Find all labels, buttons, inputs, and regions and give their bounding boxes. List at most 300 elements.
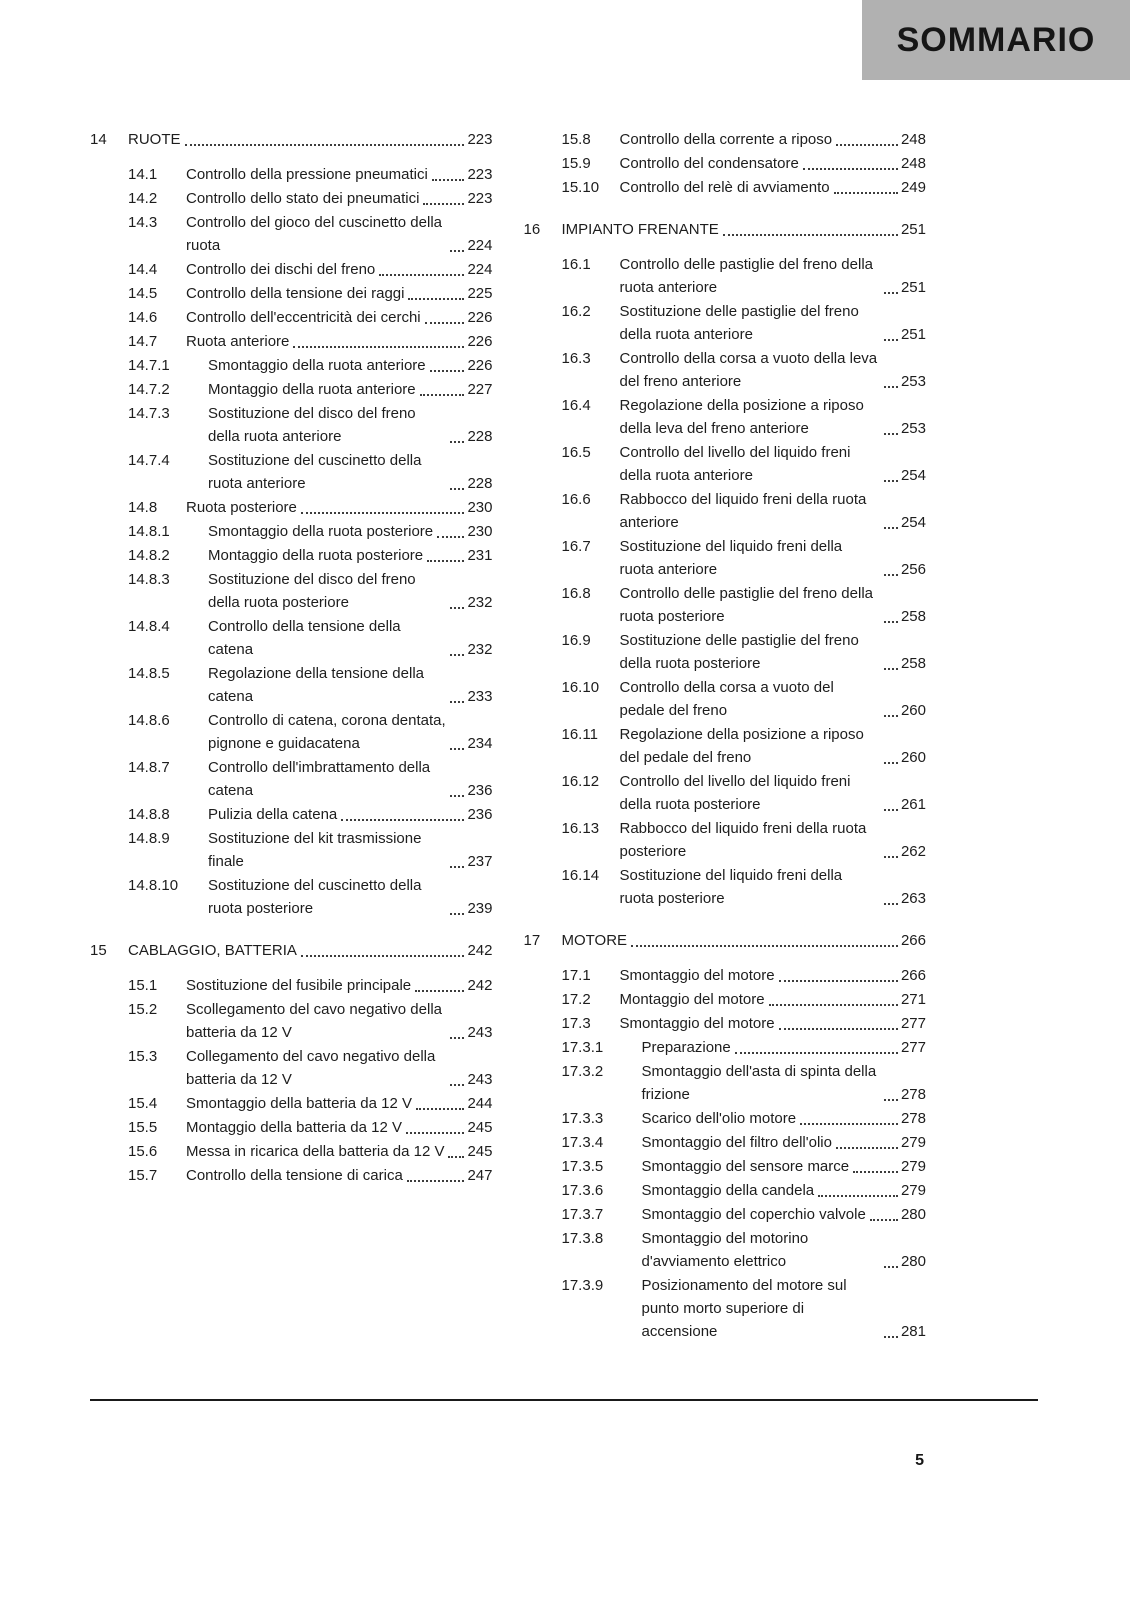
dot-leader <box>836 1147 898 1149</box>
toc-entry <box>524 1203 927 1226</box>
dot-leader <box>779 1028 898 1030</box>
toc-entry-number: 16.1 <box>561 256 591 273</box>
toc-entry <box>524 629 927 675</box>
toc-entry-body <box>642 1179 927 1202</box>
dot-leader <box>884 527 898 529</box>
toc-entry-body <box>642 1036 927 1059</box>
toc-entry-title: Smontaggio della ruota posteriore <box>208 523 434 540</box>
toc-entry <box>524 218 927 241</box>
toc-entry-title: Controllo del livello del liquido freni della ruota anteriore <box>619 444 851 484</box>
dot-leader <box>425 322 465 324</box>
toc-entry-body <box>186 1140 493 1163</box>
toc-entry-page: 243 <box>467 1024 493 1041</box>
footer-divider <box>90 1399 1038 1401</box>
toc-entry <box>524 1060 927 1106</box>
toc-entry <box>90 211 493 257</box>
toc-entry-body <box>620 300 927 346</box>
toc-entry <box>524 1155 927 1178</box>
toc-entry-body <box>620 394 927 440</box>
toc-entry-body <box>208 402 493 448</box>
toc-entry-page: 231 <box>467 547 493 564</box>
toc-entry-title: Sostituzione del fusibile principale <box>186 977 412 994</box>
dot-leader <box>185 144 465 146</box>
toc-entry-page: 223 <box>467 190 493 207</box>
toc-column-right <box>524 128 927 1344</box>
toc-entry <box>524 176 927 199</box>
dot-leader <box>450 1084 464 1086</box>
toc-entry-title: Sostituzione del liquido freni della ruota anteriore <box>619 538 843 578</box>
toc-entry-number: 17.3.2 <box>561 1063 604 1080</box>
toc-entry-title: Sostituzione del disco del freno della ruota anteriore <box>208 405 416 445</box>
toc-entry-body <box>620 864 927 910</box>
dot-leader <box>884 339 898 341</box>
toc-entry-title: Controllo delle pastiglie del freno della ruota posteriore <box>619 585 873 625</box>
toc-entry-body <box>186 496 493 519</box>
toc-entry-page: 253 <box>900 420 926 437</box>
toc-entry-title: CABLAGGIO, BATTERIA <box>128 942 297 959</box>
toc-entry-body <box>186 1092 493 1115</box>
toc-entry-page: 242 <box>467 977 493 994</box>
toc-entry-title: Controllo dell'eccentricità dei cerchi <box>186 309 421 326</box>
toc-entry <box>90 756 493 802</box>
toc-entry-title: Smontaggio del motore <box>619 967 775 984</box>
toc-entry-title: Smontaggio della ruota anteriore <box>208 357 426 374</box>
toc-entry-page: 262 <box>900 843 926 860</box>
toc-entry <box>90 1045 493 1091</box>
toc-entry <box>524 1179 927 1202</box>
toc-entry <box>90 1092 493 1115</box>
toc-entry-number: 15.2 <box>128 1001 158 1018</box>
toc-entry-page: 266 <box>900 932 926 949</box>
toc-entry-number: 17.3.8 <box>561 1230 604 1247</box>
dot-leader <box>450 795 464 797</box>
table-of-contents <box>90 128 926 1344</box>
toc-entry-title: Scollegamento del cavo negativo della batteria da 12 V <box>186 1001 443 1041</box>
toc-entry-title: Ruota posteriore <box>186 499 297 516</box>
toc-entry-title: Sostituzione delle pastiglie del freno della ruota anteriore <box>619 303 859 343</box>
toc-entry <box>524 347 927 393</box>
toc-entry <box>90 163 493 186</box>
toc-entry-page: 260 <box>900 702 926 719</box>
toc-entry-number: 16.3 <box>561 350 591 367</box>
toc-entry-body <box>620 723 927 769</box>
toc-entry-number: 16.7 <box>561 538 591 555</box>
toc-entry-title: Smontaggio della batteria da 12 V <box>186 1095 412 1112</box>
toc-entry <box>524 1107 927 1130</box>
dot-leader <box>301 955 465 957</box>
toc-entry-body <box>620 488 927 534</box>
toc-entry <box>90 330 493 353</box>
toc-entry-number: 15.7 <box>128 1167 158 1184</box>
toc-entry-page: 234 <box>467 735 493 752</box>
toc-entry-title: Controllo delle pastiglie del freno della ruota anteriore <box>619 256 873 296</box>
toc-entry-number: 17.3.1 <box>561 1039 604 1056</box>
toc-entry-page: 248 <box>900 155 926 172</box>
toc-entry-body <box>186 1164 493 1187</box>
toc-entry-title: Sostituzione del disco del freno della ruota posteriore <box>208 571 416 611</box>
toc-entry-page: 249 <box>900 179 926 196</box>
toc-entry-title: Posizionamento del motore sul punto morto superiore di accensione <box>641 1277 847 1340</box>
toc-entry-page: 248 <box>900 131 926 148</box>
dot-leader <box>430 370 465 372</box>
dot-leader <box>406 1132 464 1134</box>
dot-leader <box>450 913 464 915</box>
toc-entry-number: 16.10 <box>561 679 600 696</box>
toc-entry-page: 232 <box>467 594 493 611</box>
toc-entry-body <box>208 615 493 661</box>
toc-entry-title: MOTORE <box>561 932 628 949</box>
toc-entry-number: 16 <box>523 221 541 238</box>
dot-leader <box>836 144 898 146</box>
toc-entry-page: 277 <box>900 1015 926 1032</box>
toc-entry-title: Smontaggio del motorino d'avviamento elettrico <box>641 1230 809 1270</box>
toc-entry-title: Sostituzione del cuscinetto della ruota anteriore <box>208 452 422 492</box>
toc-entry-title: Montaggio della batteria da 12 V <box>186 1119 402 1136</box>
toc-entry-title: Rabbocco del liquido freni della ruota anteriore <box>619 491 867 531</box>
toc-entry-page: 256 <box>900 561 926 578</box>
toc-entry-title: Messa in ricarica della batteria da 12 V <box>186 1143 445 1160</box>
toc-entry-number: 14.7 <box>128 333 158 350</box>
toc-entry-number: 14.7.3 <box>128 405 170 422</box>
toc-entry-page: 228 <box>467 475 493 492</box>
toc-entry <box>90 306 493 329</box>
toc-entry <box>90 282 493 305</box>
toc-entry-title: Controllo della tensione dei raggi <box>186 285 405 302</box>
toc-entry-title: Ruota anteriore <box>186 333 290 350</box>
toc-entry-title: Controllo della tensione della catena <box>208 618 401 658</box>
toc-entry-title: Sostituzione del kit trasmissione finale <box>208 830 422 870</box>
toc-entry-body <box>620 176 927 199</box>
toc-entry-page: 226 <box>467 333 493 350</box>
toc-entry <box>524 988 927 1011</box>
toc-entry <box>524 488 927 534</box>
toc-entry-body <box>186 1116 493 1139</box>
toc-entry-page: 242 <box>467 942 493 959</box>
toc-entry <box>90 568 493 614</box>
toc-entry <box>90 974 493 997</box>
dot-leader <box>293 346 464 348</box>
toc-entry-number: 15 <box>90 942 107 959</box>
toc-entry-title: Controllo della corsa a vuoto della leva del freno anteriore <box>619 350 878 390</box>
toc-entry-page: 223 <box>467 166 493 183</box>
toc-entry <box>524 1131 927 1154</box>
dot-leader <box>631 945 898 947</box>
toc-entry-page: 251 <box>900 279 926 296</box>
toc-entry-title: Smontaggio dell'asta di spinta della frizione <box>641 1063 877 1103</box>
dot-leader <box>884 762 898 764</box>
dot-leader <box>769 1004 898 1006</box>
toc-entry-page: 226 <box>467 309 493 326</box>
toc-entry-page: 223 <box>467 131 493 148</box>
toc-entry <box>524 676 927 722</box>
dot-leader <box>884 856 898 858</box>
toc-entry-number: 14.8.2 <box>128 547 170 564</box>
toc-entry-title: Controllo della tensione di carica <box>186 1167 403 1184</box>
toc-entry-page: 279 <box>900 1134 926 1151</box>
toc-entry-body <box>562 218 927 241</box>
toc-entry-number: 15.8 <box>561 131 591 148</box>
toc-entry-number: 16.9 <box>561 632 591 649</box>
toc-entry-page: 254 <box>900 467 926 484</box>
dot-leader <box>735 1052 898 1054</box>
toc-entry-body <box>208 662 493 708</box>
toc-entry-number: 16.8 <box>561 585 591 602</box>
toc-entry-title: Smontaggio della candela <box>641 1182 815 1199</box>
dot-leader <box>779 980 898 982</box>
dot-leader <box>884 1099 898 1101</box>
dot-leader <box>884 809 898 811</box>
toc-entry <box>90 496 493 519</box>
dot-leader <box>884 621 898 623</box>
dot-leader <box>427 560 464 562</box>
toc-entry-body <box>186 974 493 997</box>
toc-entry-page: 281 <box>900 1323 926 1340</box>
dot-leader <box>884 668 898 670</box>
toc-entry-number: 15.6 <box>128 1143 158 1160</box>
toc-entry-number: 16.6 <box>561 491 591 508</box>
toc-entry <box>90 1164 493 1187</box>
toc-entry-title: Controllo di catena, corona dentata, pignone e guidacatena <box>208 712 446 752</box>
toc-entry-title: Regolazione della posizione a riposo del pedale del freno <box>619 726 864 766</box>
toc-entry <box>90 520 493 543</box>
toc-entry-body <box>128 939 493 962</box>
toc-entry-body <box>620 770 927 816</box>
toc-entry-page: 226 <box>467 357 493 374</box>
toc-entry-number: 17 <box>523 932 541 949</box>
toc-entry <box>524 128 927 151</box>
toc-entry-number: 15.5 <box>128 1119 158 1136</box>
toc-entry <box>524 300 927 346</box>
dot-leader <box>884 433 898 435</box>
toc-entry-number: 16.4 <box>561 397 591 414</box>
toc-entry-number: 16.12 <box>561 773 600 790</box>
toc-entry <box>90 128 493 151</box>
toc-entry <box>524 535 927 581</box>
toc-entry <box>524 253 927 299</box>
toc-entry-body <box>186 998 493 1044</box>
toc-entry-title: Controllo del relè di avviamento <box>619 179 830 196</box>
toc-entry-body <box>642 1060 927 1106</box>
page-title: SOMMARIO <box>896 20 1096 59</box>
toc-entry <box>524 1227 927 1273</box>
dot-leader <box>450 866 464 868</box>
toc-entry-number: 14.7.2 <box>128 381 170 398</box>
dot-leader <box>853 1171 898 1173</box>
toc-entry <box>524 1012 927 1035</box>
toc-entry-title: Montaggio della ruota posteriore <box>208 547 424 564</box>
toc-entry-number: 14.5 <box>128 285 158 302</box>
toc-entry-body <box>208 449 493 495</box>
toc-entry-body <box>620 347 927 393</box>
toc-entry-title: Controllo della pressione pneumatici <box>186 166 428 183</box>
toc-entry <box>524 152 927 175</box>
toc-entry-page: 243 <box>467 1071 493 1088</box>
toc-entry-page: 230 <box>467 523 493 540</box>
toc-entry <box>524 770 927 816</box>
toc-entry-number: 16.13 <box>561 820 600 837</box>
dot-leader <box>415 990 464 992</box>
toc-entry-page: 260 <box>900 749 926 766</box>
toc-entry-page: 263 <box>900 890 926 907</box>
toc-entry-title: Rabbocco del liquido freni della ruota posteriore <box>619 820 867 860</box>
dot-leader <box>416 1108 464 1110</box>
toc-entry <box>90 544 493 567</box>
toc-entry-page: 227 <box>467 381 493 398</box>
dot-leader <box>450 488 464 490</box>
toc-entry-title: Montaggio del motore <box>619 991 765 1008</box>
toc-entry-number: 17.3.5 <box>561 1158 604 1175</box>
dot-leader <box>341 819 464 821</box>
toc-entry-title: Controllo dello stato dei pneumatici <box>186 190 420 207</box>
toc-entry <box>524 1274 927 1343</box>
toc-entry-number: 14.8.4 <box>128 618 170 635</box>
dot-leader <box>379 274 464 276</box>
toc-entry-body <box>208 378 493 401</box>
toc-entry <box>524 964 927 987</box>
toc-entry <box>90 449 493 495</box>
toc-entry-number: 14.8.7 <box>128 759 170 776</box>
toc-entry-title: Preparazione <box>641 1039 731 1056</box>
toc-entry-number: 16.14 <box>561 867 600 884</box>
toc-entry-number: 14.7.4 <box>128 452 170 469</box>
footer-page-number: 5 <box>915 1452 924 1469</box>
toc-entry <box>90 662 493 708</box>
toc-entry-body <box>128 128 493 151</box>
toc-entry-page: 232 <box>467 641 493 658</box>
toc-entry-title: Regolazione della posizione a riposo della leva del freno anteriore <box>619 397 864 437</box>
toc-entry-title: Controllo dei dischi del freno <box>186 261 376 278</box>
toc-entry-title: Smontaggio del motore <box>619 1015 775 1032</box>
toc-entry <box>90 187 493 210</box>
toc-entry <box>90 827 493 873</box>
dot-leader <box>450 701 464 703</box>
toc-entry-page: 266 <box>900 967 926 984</box>
toc-entry-body <box>208 709 493 755</box>
toc-entry-body <box>642 1203 927 1226</box>
toc-entry-body <box>620 988 927 1011</box>
toc-entry-title: Regolazione della tensione della catena <box>208 665 424 705</box>
toc-entry <box>90 998 493 1044</box>
toc-entry-body <box>562 929 927 952</box>
toc-entry-title: Pulizia della catena <box>208 806 338 823</box>
toc-entry-number: 14.6 <box>128 309 158 326</box>
toc-entry-body <box>620 817 927 863</box>
dot-leader <box>450 441 464 443</box>
toc-entry-number: 15.3 <box>128 1048 158 1065</box>
toc-entry-body <box>620 676 927 722</box>
toc-entry-number: 16.11 <box>561 726 598 743</box>
toc-entry <box>90 874 493 920</box>
dot-leader <box>818 1195 898 1197</box>
toc-entry-title: Controllo del gioco del cuscinetto della ruota <box>186 214 442 254</box>
toc-entry-number: 16.2 <box>561 303 591 320</box>
toc-entry-page: 224 <box>467 237 493 254</box>
toc-entry-page: 233 <box>467 688 493 705</box>
toc-entry-body <box>642 1155 927 1178</box>
toc-entry-body <box>620 152 927 175</box>
toc-entry-body <box>186 211 493 257</box>
dot-leader <box>884 386 898 388</box>
toc-entry-body <box>620 964 927 987</box>
toc-entry <box>524 817 927 863</box>
toc-entry-body <box>208 520 493 543</box>
toc-entry-number: 17.1 <box>561 967 591 984</box>
toc-entry-number: 15.10 <box>561 179 600 196</box>
toc-entry-page: 244 <box>467 1095 493 1112</box>
toc-entry-number: 17.3.9 <box>561 1277 604 1294</box>
toc-entry-number: 14.3 <box>128 214 158 231</box>
toc-entry-body <box>620 1012 927 1035</box>
toc-entry-body <box>620 582 927 628</box>
dot-leader <box>884 292 898 294</box>
dot-leader <box>884 1266 898 1268</box>
dot-leader <box>450 607 464 609</box>
toc-entry-body <box>620 535 927 581</box>
toc-entry-number: 14.1 <box>128 166 158 183</box>
toc-entry-page: 258 <box>900 608 926 625</box>
dot-leader <box>432 179 465 181</box>
toc-entry <box>90 709 493 755</box>
toc-entry-number: 17.3.6 <box>561 1182 604 1199</box>
toc-entry-page: 236 <box>467 782 493 799</box>
toc-entry-title: Sostituzione del cuscinetto della ruota posteriore <box>208 877 422 917</box>
toc-entry <box>524 1036 927 1059</box>
dot-leader <box>834 192 898 194</box>
toc-entry-body <box>620 441 927 487</box>
toc-entry-title: Smontaggio del sensore marce <box>641 1158 850 1175</box>
dot-leader <box>301 512 465 514</box>
toc-entry-page: 278 <box>900 1110 926 1127</box>
toc-entry-body <box>208 568 493 614</box>
toc-entry <box>90 402 493 448</box>
toc-entry-body <box>186 1045 493 1091</box>
toc-entry-body <box>186 282 493 305</box>
toc-entry-page: 224 <box>467 261 493 278</box>
dot-leader <box>450 250 464 252</box>
dot-leader <box>437 536 464 538</box>
toc-entry-page: 279 <box>900 1182 926 1199</box>
toc-entry-number: 17.3.3 <box>561 1110 604 1127</box>
toc-entry-body <box>208 756 493 802</box>
toc-entry-page: 230 <box>467 499 493 516</box>
dot-leader <box>423 203 464 205</box>
dot-leader <box>450 748 464 750</box>
toc-column-left <box>90 128 493 1344</box>
toc-entry-number: 15.9 <box>561 155 591 172</box>
toc-entry-number: 17.2 <box>561 991 591 1008</box>
toc-entry <box>524 582 927 628</box>
toc-entry-page: 237 <box>467 853 493 870</box>
toc-entry-page: 271 <box>900 991 926 1008</box>
toc-entry-number: 14 <box>90 131 107 148</box>
toc-entry-body <box>208 544 493 567</box>
toc-entry-body <box>208 827 493 873</box>
toc-entry <box>524 929 927 952</box>
toc-entry-body <box>620 128 927 151</box>
toc-entry <box>90 1140 493 1163</box>
toc-entry-body <box>620 253 927 299</box>
toc-entry-body <box>186 330 493 353</box>
toc-entry-page: 258 <box>900 655 926 672</box>
dot-leader <box>884 574 898 576</box>
toc-entry-number: 14.8.6 <box>128 712 170 729</box>
toc-entry <box>90 258 493 281</box>
toc-entry-page: 225 <box>467 285 493 302</box>
toc-entry <box>90 354 493 377</box>
toc-entry <box>524 723 927 769</box>
toc-entry-title: Sostituzione delle pastiglie del freno della ruota posteriore <box>619 632 859 672</box>
toc-entry-number: 14.8.1 <box>128 523 170 540</box>
